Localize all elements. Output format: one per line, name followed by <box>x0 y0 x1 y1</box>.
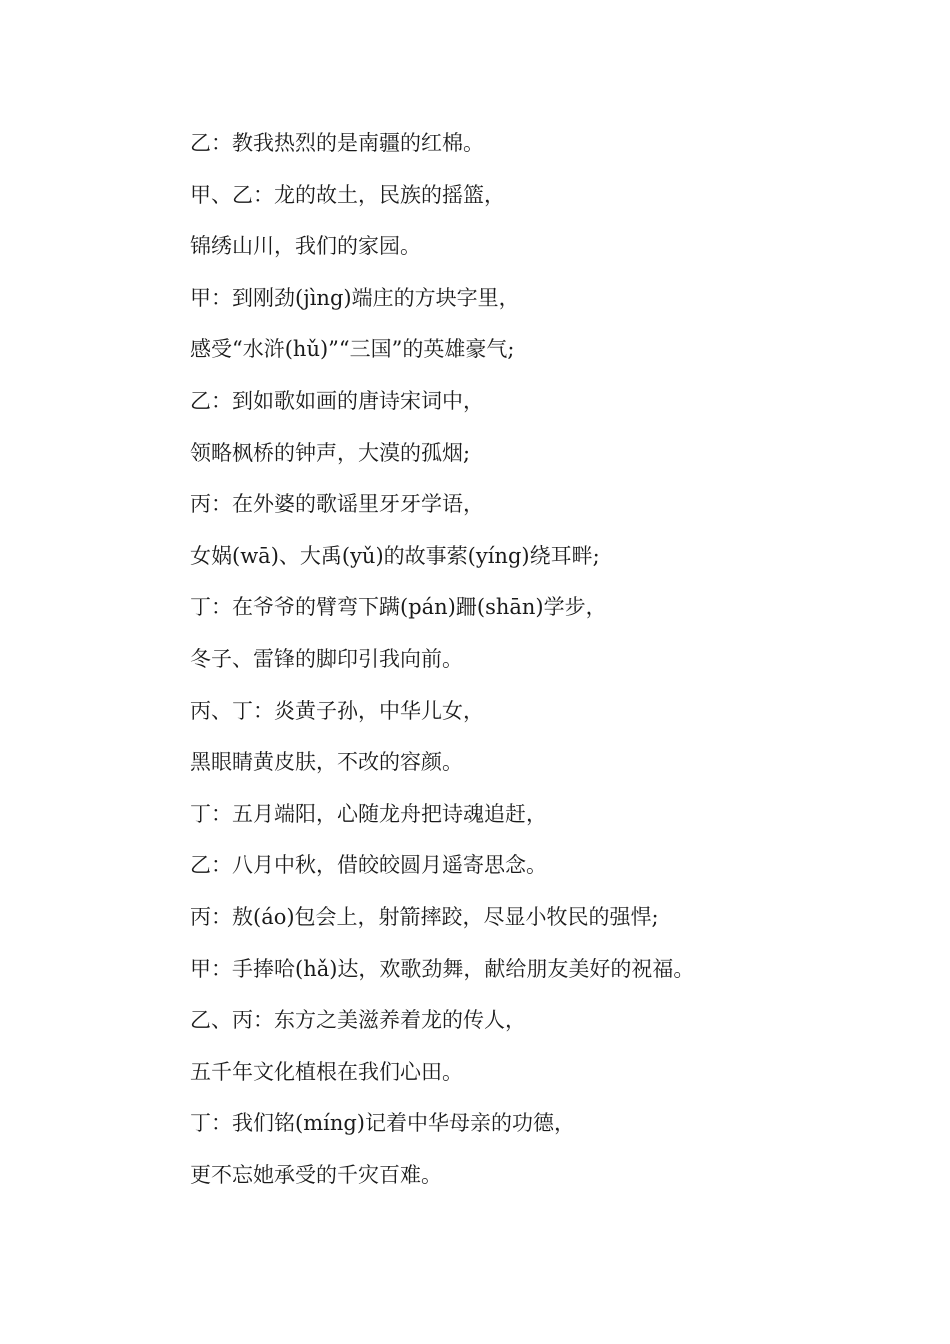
poem-line: 丁：我们铭(míng)记着中华母亲的功德， <box>190 1111 575 1136</box>
poem-line: 乙、丙：东方之美滋养着龙的传人， <box>190 1008 526 1033</box>
poem-line: 领略枫桥的钟声，大漠的孤烟; <box>190 440 471 465</box>
poem-line: 女娲(wā)、大禹(yǔ)的故事萦(yíng)绕耳畔; <box>190 543 600 568</box>
poem-lines <box>190 118 890 1201</box>
poem-line: 甲：到刚劲(jìng)端庄的方块字里， <box>190 285 520 310</box>
poem-line: 锦绣山川，我们的家园。 <box>190 234 421 259</box>
poem-line: 乙：到如歌如画的唐诗宋词中， <box>190 388 484 413</box>
poem-line: 感受“水浒(hǔ)”“三国”的英雄豪气; <box>190 337 515 362</box>
poem-line: 丁：在爷爷的臂弯下蹒(pán)跚(shān)学步， <box>190 595 607 620</box>
poem-line: 丙：在外婆的歌谣里牙牙学语， <box>190 492 484 517</box>
poem-line: 更不忘她承受的千灾百难。 <box>190 1162 442 1187</box>
poem-line: 丙、丁：炎黄子孙，中华儿女， <box>190 698 484 723</box>
poem-line: 丙：敖(áo)包会上，射箭摔跤，尽显小牧民的强悍; <box>190 904 659 929</box>
poem-line: 甲：手捧哈(hǎ)达，欢歌劲舞，献给朋友美好的祝福。 <box>190 956 695 981</box>
poem-line: 甲、乙：龙的故土，民族的摇篮， <box>190 182 505 207</box>
poem-line: 丁：五月端阳，心随龙舟把诗魂追赶， <box>190 801 547 826</box>
poem-line: 五千年文化植根在我们心田。 <box>190 1059 463 1084</box>
poem-line: 乙：教我热烈的是南疆的红棉。 <box>190 131 484 155</box>
poem-line: 乙：八月中秋，借皎皎圆月遥寄思念。 <box>190 853 547 878</box>
poem-line: 黑眼睛黄皮肤，不改的容颜。 <box>190 750 463 775</box>
poem-line: 冬子、雷锋的脚印引我向前。 <box>190 646 463 671</box>
